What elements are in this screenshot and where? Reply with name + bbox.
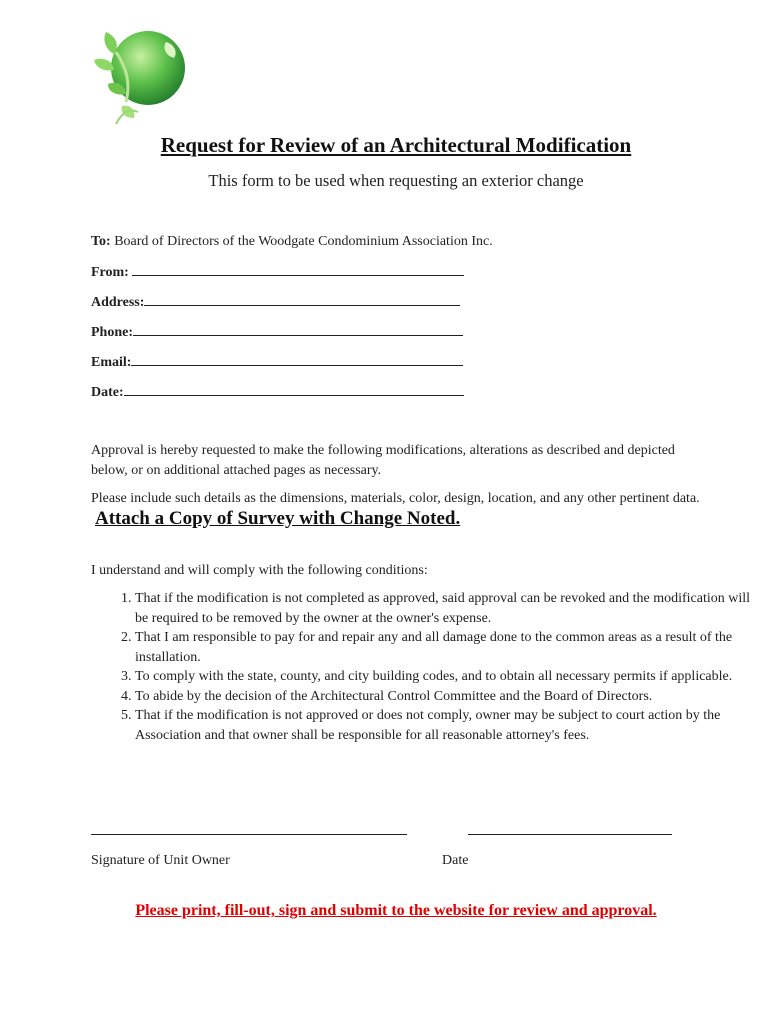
details-text: Please include such details as the dimensions, materials, color, design, location, and any other pertinent data. bbox=[91, 491, 700, 506]
condition-item: 3. To comply with the state, county, and city building codes, and to obtain all necessary permits if applicable. bbox=[135, 667, 755, 687]
condition-item: 4. To abide by the decision of the Architectural Control Committee and the Board of Directors. bbox=[135, 687, 755, 707]
from-line bbox=[91, 262, 464, 281]
signature-date-label: Date bbox=[442, 853, 469, 868]
to-line bbox=[91, 234, 493, 250]
page-title: Request for Review of an Architectural Modification bbox=[160, 133, 632, 157]
condition-item: 1. That if the modification is not completed as approved, said approval can be revoked and the modification will be required to be removed by the owner at the owner's expense. bbox=[135, 589, 755, 628]
approval-paragraph: Approval is hereby requested to make the following modifications, alterations as described and depicted below, or on additional attached pages as necessary. bbox=[91, 443, 675, 478]
date-label: Date: bbox=[91, 385, 124, 400]
email-line bbox=[91, 352, 463, 371]
to-value: Board of Directors of the Woodgate Condominium Association Inc. bbox=[114, 234, 493, 249]
owner-signature-label: Signature of Unit Owner bbox=[91, 853, 230, 868]
to-label: To: bbox=[91, 234, 111, 249]
date-line bbox=[91, 382, 464, 401]
condition-item: 5. That if the modification is not approved or does not comply, owner may be subject to court action by the Association and that owner shall be responsible for all reasonable attorney's fees. bbox=[135, 706, 755, 745]
from-label: From: bbox=[91, 265, 129, 280]
signature-date-line[interactable] bbox=[468, 834, 672, 835]
phone-label: Phone: bbox=[91, 325, 133, 340]
email-field[interactable] bbox=[131, 352, 463, 366]
phone-field[interactable] bbox=[133, 322, 463, 336]
conditions-list bbox=[91, 589, 755, 745]
date-field[interactable] bbox=[124, 382, 464, 396]
attach-survey-note: Attach a Copy of Survey with Change Noted. bbox=[95, 507, 461, 529]
owner-signature-line[interactable] bbox=[91, 834, 407, 835]
condition-item: 2. That I am responsible to pay for and repair any and all damage done to the common areas as a result of the installation. bbox=[135, 628, 755, 667]
submission-note: Please print, fill-out, sign and submit to the website for review and approval. bbox=[135, 902, 657, 919]
green-globe-leaf-logo-icon bbox=[86, 22, 196, 130]
phone-line bbox=[91, 322, 463, 341]
email-label: Email: bbox=[91, 355, 132, 370]
from-field[interactable] bbox=[132, 262, 464, 276]
address-line bbox=[91, 292, 460, 311]
conditions-intro: I understand and will comply with the following conditions: bbox=[91, 563, 428, 578]
details-paragraph bbox=[91, 489, 701, 530]
address-label: Address: bbox=[91, 295, 145, 310]
address-field[interactable] bbox=[144, 292, 460, 306]
page-subtitle: This form to be used when requesting an exterior change bbox=[208, 171, 584, 190]
